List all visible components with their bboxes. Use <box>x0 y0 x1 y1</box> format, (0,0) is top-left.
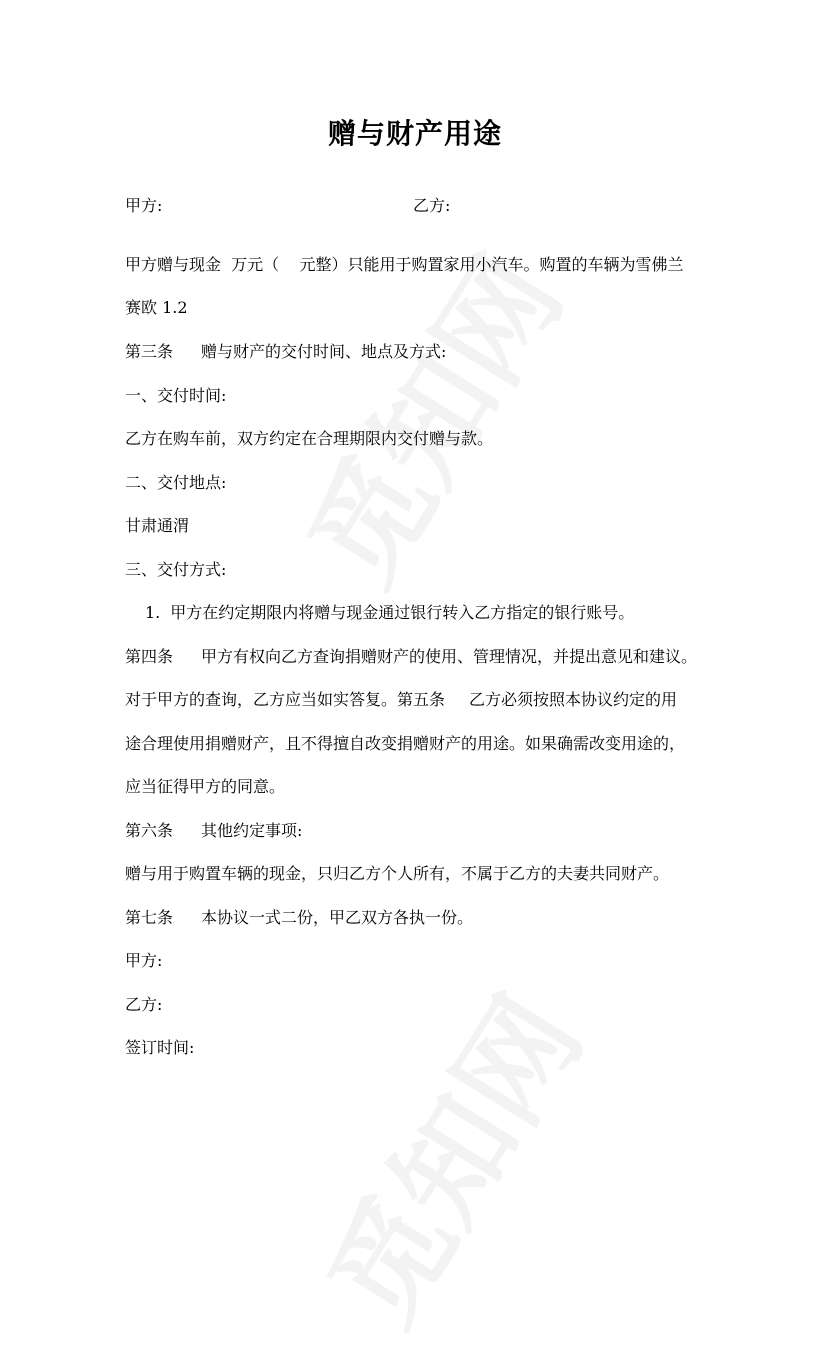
delivery-place-label: 二、交付地点: <box>125 473 227 492</box>
signature-party-a: 甲方: <box>125 951 163 970</box>
delivery-time-label: 一、交付时间: <box>125 386 227 405</box>
article-4-line-3: 途合理使用捐赠财产，且不得擅自改变捐赠财产的用途。如果确需改变用途的， <box>125 734 686 753</box>
article-6-text: 赠与用于购置车辆的现金，只归乙方个人所有，不属于乙方的夫妻共同财产。 <box>125 864 670 883</box>
article-4-text-2a: 对于甲方的查询，乙方应当如实答复。第五条 <box>125 690 446 709</box>
list-marker: 1. <box>145 603 161 622</box>
article-3-line <box>125 341 446 363</box>
paragraph-1-line-1: 甲方赠与现金 万元（ 元整）只能用于购置家用小汽车。购置的车辆为雪佛兰 <box>125 255 684 274</box>
delivery-method-label: 三、交付方式: <box>125 560 227 579</box>
article-4-line-1 <box>125 646 697 668</box>
article-4-text-2b: 乙方必须按照本协议约定的用 <box>469 690 678 709</box>
delivery-method-item <box>145 602 634 624</box>
article-4-number: 第四条 <box>125 647 174 666</box>
watermark-upper <box>261 220 593 610</box>
delivery-time-text: 乙方在购车前，双方约定在合理期限内交付赠与款。 <box>125 429 494 448</box>
party-b-label: 乙方: <box>413 196 451 215</box>
paragraph-1-line-2: 赛欧 1.2 <box>125 298 188 317</box>
delivery-place-text: 甘肃通渭 <box>125 516 190 535</box>
article-4-text-1: 甲方有权向乙方查询捐赠财产的使用、管理情况，并提出意见和建议。 <box>201 647 698 666</box>
article-7-text: 本协议一式二份，甲乙双方各执一份。 <box>201 908 474 927</box>
article-4-line-4: 应当征得甲方的同意。 <box>125 777 286 796</box>
watermark-lower <box>281 960 613 1350</box>
page-title: 赠与财产用途 <box>327 117 502 150</box>
article-3-number: 第三条 <box>125 342 174 361</box>
article-4-line-2 <box>125 689 677 711</box>
article-7-number: 第七条 <box>125 908 174 927</box>
article-6-line <box>125 820 302 842</box>
signature-party-b: 乙方: <box>125 995 163 1014</box>
article-7-line <box>125 907 473 929</box>
article-6-number: 第六条 <box>125 821 174 840</box>
article-6-heading: 其他约定事项: <box>201 821 303 840</box>
article-3-heading: 赠与财产的交付时间、地点及方式: <box>201 342 447 361</box>
party-a-label: 甲方: <box>125 196 163 215</box>
list-item-text: 甲方在约定期限内将赠与现金通过银行转入乙方指定的银行账号。 <box>170 603 635 622</box>
signature-date: 签订时间: <box>125 1038 195 1057</box>
